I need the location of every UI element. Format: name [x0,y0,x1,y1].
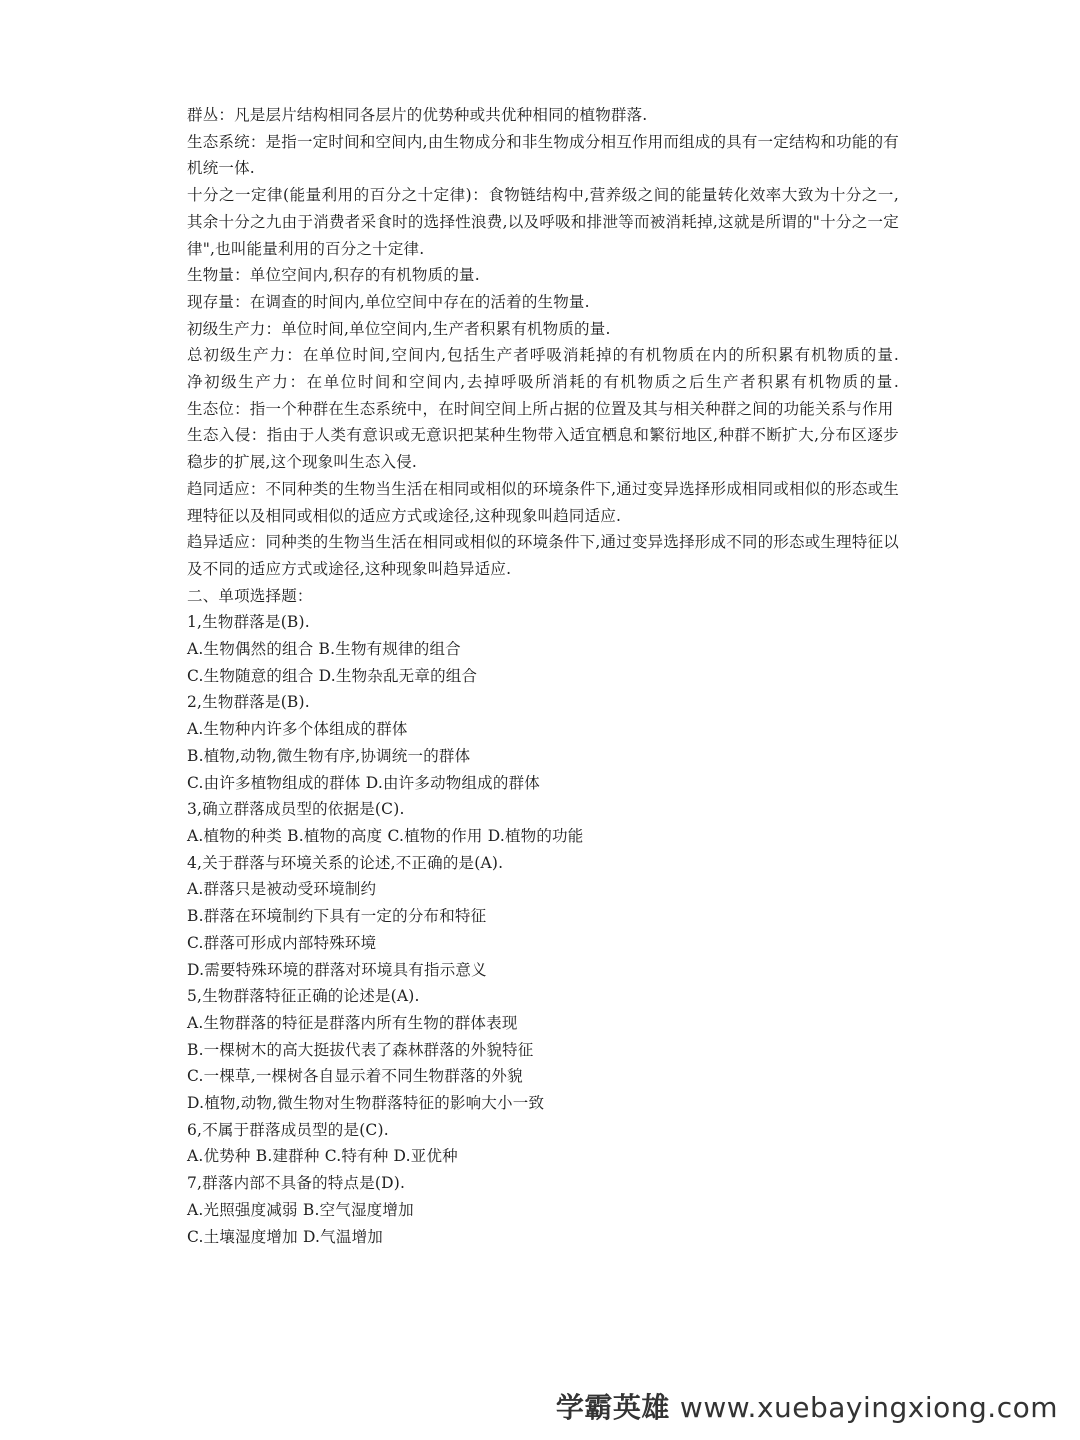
question-5-option-d: D.植物,动物,微生物对生物群落特征的影响大小一致 [187,1094,545,1113]
definition-ten-percent-law: 十分之一定律(能量利用的百分之十定律)：食物链结构中,营养级之间的能量转化效率大致为十分之一,其余十分之九由于消费者采食时的选择性浪费,以及呼吸和排泄等而被消耗掉,这就是所谓的"十分之一定律",也叫能量利用的百分之十定律. [187,186,899,258]
definition-primary-productivity: 初级生产力：单位时间,单位空间内,生产者积累有机物质的量. [187,319,611,338]
footer-brand: 学霸英雄 [555,1391,670,1424]
question-2-option-b: B.植物,动物,微生物有序,协调统一的群体 [187,746,471,765]
definition-ecosystem: 生态系统：是指一定时间和空间内,由生物成分和非生物成分相互作用而组成的具有一定结构和功能的有机统一体. [187,132,899,178]
question-5-option-b: B.一棵树木的高大挺拔代表了森林群落的外貌特征 [187,1040,534,1059]
footer-watermark [556,1386,1058,1426]
question-6-options: A.优势种 B.建群种 C.特有种 D.亚优种 [187,1147,458,1166]
definition-convergent-adaptation: 趋同适应：不同种类的生物当生活在相同或相似的环境条件下,通过变异选择形成相同或相似的形态或生理特征以及相同或相似的适应方式或途径,这种现象叫趋同适应. [187,479,899,525]
question-1-options-cd: C.生物随意的组合 D.生物杂乱无章的组合 [187,666,478,685]
question-5: 5,生物群落特征正确的论述是(A). [187,987,420,1006]
section-title: 二、单项选择题： [187,586,313,605]
question-4-option-a: A.群落只是被动受环境制约 [187,880,377,899]
question-2-option-a: A.生物种内许多个体组成的群体 [187,720,408,739]
definition-ecological-invasion: 生态入侵：指由于人类有意识或无意识把某种生物带入适宜栖息和繁衍地区,种群不断扩大,分布区逐步稳步的扩展,这个现象叫生态入侵. [187,426,899,472]
definition-gross-net-productivity-niche: 总初级生产力：在单位时间,空间内,包括生产者呼吸消耗掉的有机物质在内的所积累有机物质的量. 净初级生产力：在单位时间和空间内,去掉呼吸所消耗的有机物质之后生产者积累有机物质的量. 生态位：指一个种群在生态系统中，在时间空间上所占据的位置及其与相关种群之间的功能关系与作用 [187,346,962,418]
question-5-option-c: C.一棵草,一棵树各自显示着不同生物群落的外貌 [187,1067,523,1086]
question-4-option-d: D.需要特殊环境的群落对环境具有指示意义 [187,960,487,979]
question-6: 6,不属于群落成员型的是(C). [187,1120,389,1139]
footer-url[interactable]: www.xuebayingxiong.com [679,1391,1058,1424]
definition-biomass: 生物量：单位空间内,积存的有机物质的量. [187,266,480,285]
question-3-options: A.植物的种类 B.植物的高度 C.植物的作用 D.植物的功能 [187,826,584,845]
definition-divergent-adaptation: 趋异适应：同种类的生物当生活在相同或相似的环境条件下,通过变异选择形成不同的形态或生理特征以及不同的适应方式或途径,这种现象叫趋异适应. [187,533,899,578]
question-1-options-ab: A.生物偶然的组合 B.生物有规律的组合 [187,640,461,659]
definition-qun-cong: 群丛：凡是层片结构相同各层片的优势种或共优种相同的植物群落. [187,106,648,124]
document-body [187,102,962,1250]
definition-standing-crop: 现存量：在调查的时间内,单位空间中存在的活着的生物量. [187,292,590,311]
question-7-options-cd: C.土壤湿度增加 D.气温增加 [187,1227,383,1246]
question-2: 2,生物群落是(B). [187,693,310,712]
question-1: 1,生物群落是(B). [187,613,310,632]
question-7: 7,群落内部不具备的特点是(D). [187,1174,406,1193]
question-3: 3,确立群落成员型的依据是(C). [187,800,405,819]
question-4-option-c: C.群落可形成内部特殊环境 [187,933,377,952]
question-4: 4,关于群落与环境关系的论述,不正确的是(A). [187,853,504,872]
question-4-option-b: B.群落在环境制约下具有一定的分布和特征 [187,907,487,926]
question-7-options-ab: A.光照强度减弱 B.空气湿度增加 [187,1200,414,1219]
question-2-options-cd: C.由许多植物组成的群体 D.由许多动物组成的群体 [187,773,540,792]
question-5-option-a: A.生物群落的特征是群落内所有生物的群体表现 [187,1013,518,1032]
